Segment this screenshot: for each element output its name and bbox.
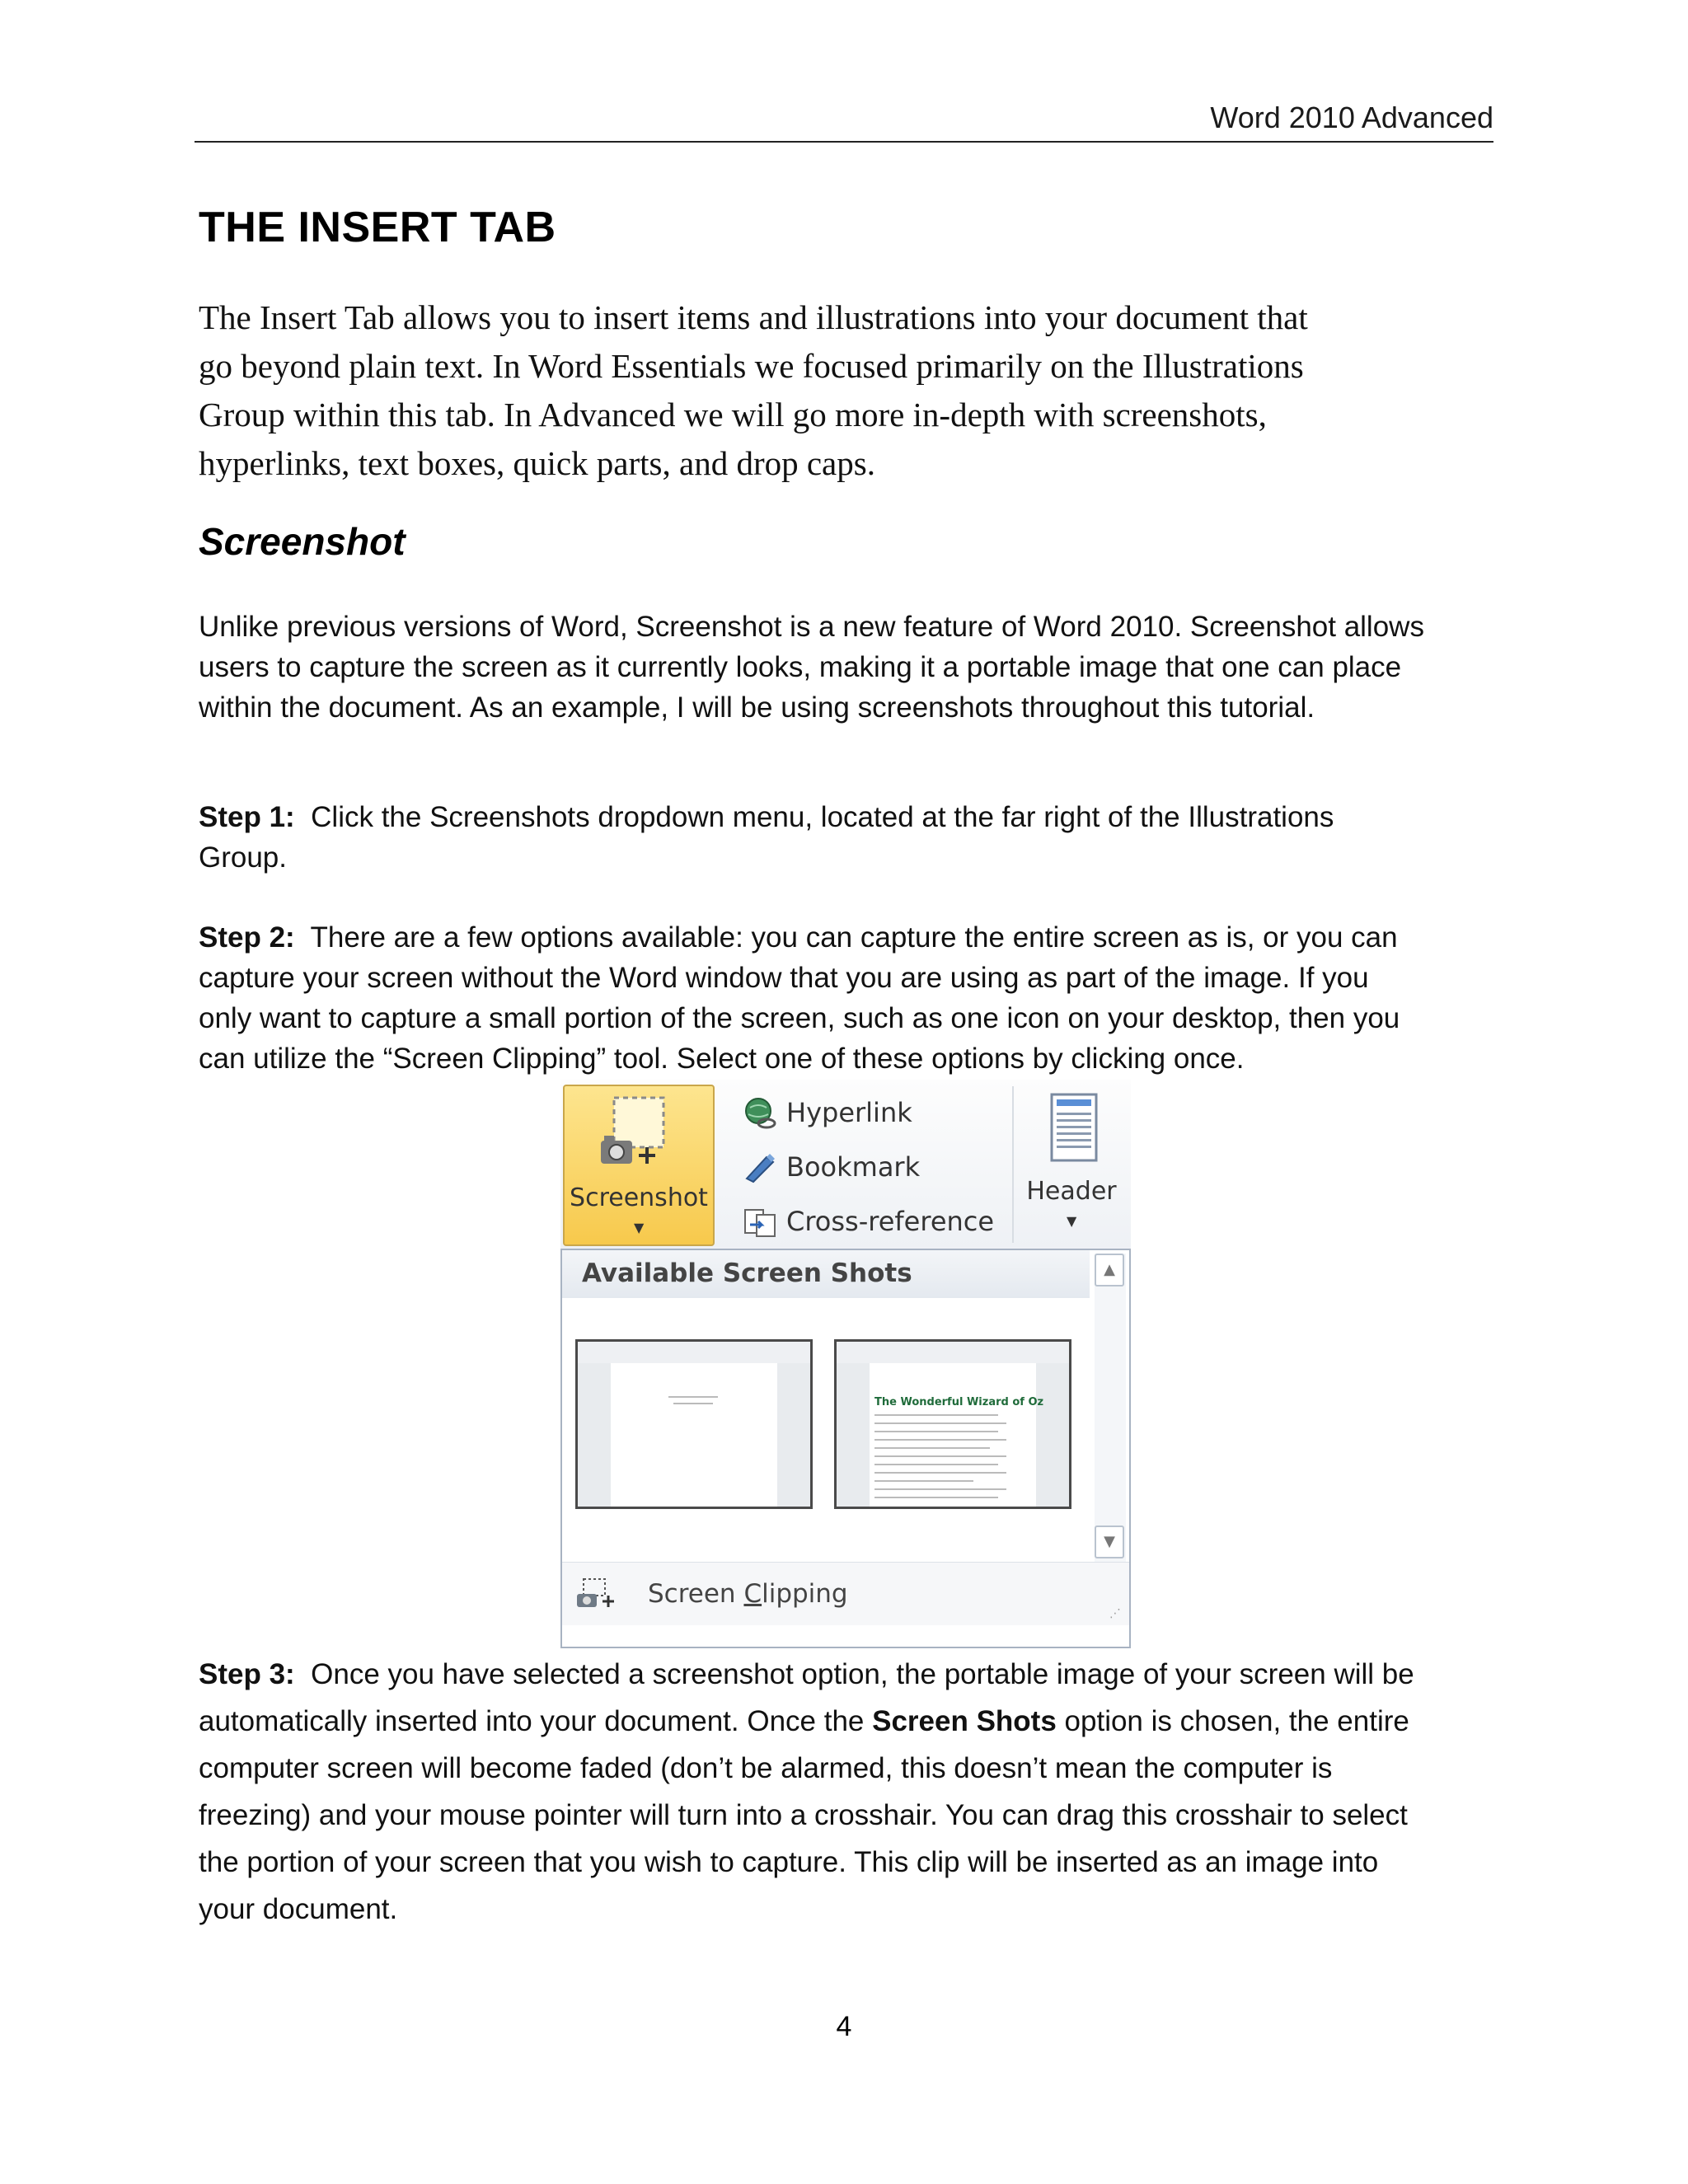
header-rule: [195, 141, 1493, 143]
step-text: option is chosen, the entire: [1056, 1705, 1409, 1737]
cross-reference-label: Cross-reference: [786, 1206, 995, 1237]
dropdown-arrow-icon[interactable]: ▼: [1067, 1213, 1077, 1229]
para-line: [199, 1651, 1517, 1698]
para-line: [199, 797, 1517, 837]
section-heading: Screenshot: [199, 520, 406, 563]
para-line: computer screen will become faded (don’t be alarmed, this doesn’t mean the computer is: [199, 1752, 1333, 1784]
bookmark-button[interactable]: [742, 1151, 920, 1183]
thumb-margin: [578, 1363, 611, 1507]
para-line: freezing) and your mouse pointer will turn into a crosshair. You can drag this crosshair to select: [199, 1799, 1408, 1831]
clip-label-end: lipping: [762, 1579, 848, 1609]
para-line: can utilize the “Screen Clipping” tool. Select one of these options by clicking once.: [199, 1043, 1245, 1075]
para-line: your document.: [199, 1893, 398, 1925]
intro-line: go beyond plain text. In Word Essentials we focused primarily on the Illustrations: [199, 347, 1304, 385]
thumb-page: [611, 1363, 777, 1507]
thumb-toolbar: [578, 1342, 810, 1364]
step-label: Step 1:: [199, 801, 295, 833]
bookmark-icon: [742, 1151, 778, 1183]
thumb-text-line: [874, 1488, 1006, 1490]
screen-clipping-item[interactable]: [562, 1562, 1129, 1625]
thumb-toolbar: [837, 1342, 1069, 1364]
gallery-title: Available Screen Shots: [582, 1258, 912, 1288]
screenshot-description: [199, 607, 1517, 728]
cross-reference-icon: [742, 1205, 778, 1238]
header-page-icon: [1048, 1091, 1101, 1165]
ribbon-screenshot: [560, 1080, 1131, 1648]
ribbon-bar: [560, 1080, 1131, 1249]
thumb-text-line: [874, 1497, 998, 1498]
step-label: Step 3:: [199, 1658, 295, 1690]
screen-clipping-icon: [575, 1577, 618, 1610]
thumb-document-title: The Wonderful Wizard of Oz: [874, 1396, 1044, 1408]
screenshot-thumbnail[interactable]: [575, 1339, 813, 1509]
intro-line: Group within this tab. In Advanced we will go more in-depth with screenshots,: [199, 396, 1267, 434]
thumb-text-line: [668, 1396, 718, 1398]
emphasis-text: Screen Shots: [872, 1705, 1057, 1737]
clip-label-start: Screen: [648, 1579, 744, 1609]
step-text: automatically inserted into your document. Once the: [199, 1705, 873, 1737]
thumb-margin: [777, 1363, 810, 1507]
resize-grip-icon[interactable]: ⋰: [1109, 1607, 1121, 1620]
step-3: [199, 1651, 1517, 1933]
thumb-text-line: [874, 1447, 990, 1449]
step-label: Step 2:: [199, 921, 295, 954]
thumb-text-line: [874, 1464, 998, 1465]
step-1: [199, 797, 1517, 878]
page-number: 4: [836, 2011, 852, 2042]
thumb-text-line: [874, 1422, 1006, 1424]
para-line: Unlike previous versions of Word, Screenshot is a new feature of Word 2010. Screenshot allows: [199, 611, 1424, 643]
intro-line: hyperlinks, text boxes, quick parts, and drop caps.: [199, 444, 875, 482]
thumb-margin: [837, 1363, 870, 1507]
running-header: Word 2010 Advanced: [1210, 101, 1493, 134]
screenshot-thumbnail[interactable]: [834, 1339, 1071, 1509]
thumb-margin: [1036, 1363, 1069, 1507]
gallery-scrollbar[interactable]: [1095, 1254, 1126, 1562]
screenshot-icon: [598, 1094, 680, 1177]
scroll-up-icon[interactable]: ▲: [1095, 1254, 1124, 1286]
step-2: [199, 917, 1517, 1079]
intro-line: The Insert Tab allows you to insert items and illustrations into your document that: [199, 298, 1308, 336]
ribbon-separator: [1012, 1086, 1014, 1243]
para-line: only want to capture a small portion of the screen, such as one icon on your desktop, then you: [199, 1002, 1400, 1034]
para-line: within the document. As an example, I will be using screenshots throughout this tutorial.: [199, 691, 1315, 724]
para-line: the portion of your screen that you wish to capture. This clip will be inserted as an image into: [199, 1846, 1379, 1878]
hyperlink-label: Hyperlink: [786, 1097, 912, 1128]
thumb-text-line: [874, 1414, 998, 1416]
thumb-text-line: [874, 1472, 1006, 1474]
clip-label-access-key: C: [743, 1579, 762, 1609]
gallery-header: [562, 1250, 1090, 1298]
screenshot-button[interactable]: [563, 1085, 715, 1246]
hyperlink-button[interactable]: [742, 1096, 912, 1129]
para-line: capture your screen without the Word window that you are using as part of the image. If you: [199, 962, 1369, 994]
bookmark-label: Bookmark: [786, 1151, 921, 1183]
globe-link-icon: [742, 1096, 778, 1129]
step-text: There are a few options available: you can capture the entire screen as is, or you can: [294, 921, 1398, 954]
header-label[interactable]: Header: [1026, 1177, 1117, 1206]
thumb-text-line: [874, 1455, 1006, 1457]
page-title: THE INSERT TAB: [199, 204, 556, 251]
intro-paragraph: [199, 293, 1517, 488]
para-line: Group.: [199, 841, 287, 874]
thumb-text-line: [874, 1480, 973, 1482]
para-line: [199, 1698, 1517, 1745]
thumb-text-line: [874, 1439, 1006, 1441]
screenshot-gallery: [560, 1249, 1131, 1648]
dropdown-arrow-icon: ▼: [634, 1220, 645, 1235]
cross-reference-button[interactable]: [742, 1205, 994, 1238]
screenshot-label: Screenshot: [570, 1183, 708, 1212]
step-text: Once you have selected a screenshot option, the portable image of your screen will be: [294, 1658, 1414, 1690]
thumb-page: [870, 1363, 1044, 1507]
step-text: Click the Screenshots dropdown menu, located at the far right of the Illustrations: [294, 801, 1334, 833]
para-line: users to capture the screen as it currently looks, making it a portable image that one can place: [199, 651, 1402, 683]
scroll-down-icon[interactable]: ▼: [1095, 1526, 1124, 1558]
screen-clipping-label: [648, 1579, 848, 1609]
thumb-text-line: [874, 1431, 998, 1432]
thumb-text-line: [673, 1403, 713, 1404]
para-line: [199, 917, 1517, 958]
